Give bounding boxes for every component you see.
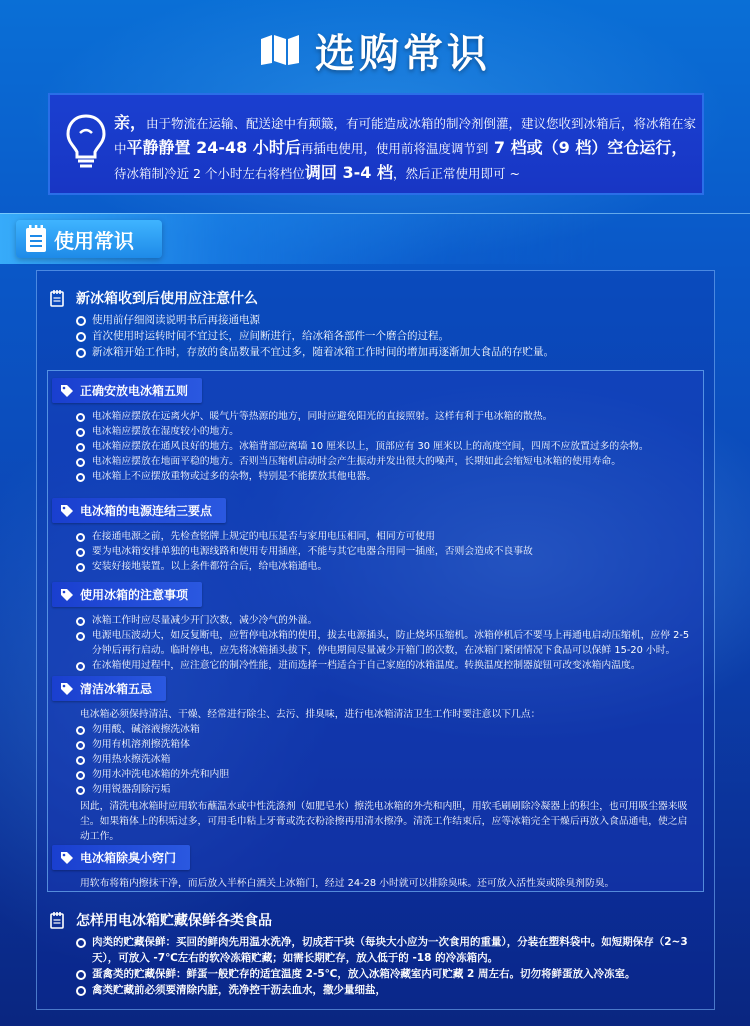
subsection-tag: 清洁冰箱五忌: [52, 676, 166, 701]
notice-lead: 亲，: [114, 113, 147, 132]
subsection-placement: [52, 378, 702, 484]
bullet-icon: [76, 771, 85, 780]
list-item: 要为电冰箱安排单独的电源线路和使用专用插座，不能与其它电器合用同一插座，否则会造成不良事故: [76, 544, 702, 559]
bullet-icon: [76, 786, 85, 795]
notice-emphasis-3: 调回 3-4 档: [304, 163, 393, 182]
group-heading: [50, 910, 710, 930]
list-item: 勿用水冲洗电冰箱的外壳和内胆: [76, 767, 702, 782]
notice-text-2: 再插电使用，使用前将温度调节到: [300, 141, 489, 156]
bullet-icon: [76, 473, 85, 482]
list-item: 勿用酸、碱溶液擦洗冰箱: [76, 722, 702, 737]
bullet-icon: [76, 617, 85, 626]
bullet-icon: [76, 458, 85, 467]
notepad-icon: [50, 290, 64, 307]
paragraph: 用软布将箱内擦抹干净，而后放入半杯白酒关上冰箱门，经过 24-28 小时就可以排除臭味。还可放入活性炭或除臭剂防臭。: [80, 878, 615, 889]
notice-text-4: ，然后正常使用即可 ~: [392, 166, 520, 181]
tag-icon: [60, 851, 74, 865]
list-item: 蛋禽类的贮藏保鲜：鲜蛋一般贮存的适宜温度 2-5℃，放入冰箱冷藏室内可贮藏 2 周左右。切勿将鲜蛋放入冷冻室。: [76, 966, 696, 982]
bullet-icon: [76, 533, 85, 542]
bullet-list: [76, 409, 702, 484]
section-tab: [16, 220, 162, 258]
group-food-storage: [50, 910, 710, 998]
bullet-icon: [76, 986, 86, 996]
group-heading: [50, 288, 710, 308]
bullet-icon: [76, 756, 85, 765]
list-item: 电冰箱应摆放在通风良好的地方。冰箱背部应离墙 10 厘米以上，顶部应有 30 厘米以上的高度空间，四周不应放置过多的杂物。: [76, 439, 702, 454]
list-item: 电源电压波动大，如反复断电，应暂停电冰箱的使用，拔去电源插头，防止烧坏压缩机。冰箱停机后不要马上再通电启动压缩机，应停 2-5 分钟后再行启动。临时停电，应先将冰箱插头拔下，停电期间尽量减少开箱门的次数，在冰箱门紧闭情况下食品可以保鲜 15-20 小时。: [76, 628, 702, 658]
notice-box: [48, 93, 704, 195]
page-header: [0, 20, 750, 80]
tag-icon: [60, 384, 74, 398]
subsection-cleaning: [52, 676, 702, 844]
subsection-tag: 电冰箱的电源连结三要点: [52, 498, 226, 523]
subsection-tag: 电冰箱除臭小窍门: [52, 845, 190, 870]
tag-icon: [60, 682, 74, 696]
tag-icon: [60, 504, 74, 518]
bullet-icon: [76, 632, 85, 641]
bullet-icon: [76, 741, 85, 750]
tag-icon: [60, 588, 74, 602]
bullet-icon: [76, 428, 85, 437]
notepad-icon: [50, 912, 64, 929]
bullet-list: [76, 613, 702, 673]
section-banner: [0, 213, 750, 264]
list-item: 电冰箱上不应摆放重物或过多的杂物，特别是不能摆放其他电器。: [76, 469, 702, 484]
paragraph: 因此，清洗电冰箱时应用软布蘸温水或中性洗涤剂（如肥皂水）擦洗电冰箱的外壳和内胆，用软毛刷刷除冷凝器上的积尘，也可用吸尘器来吸尘。如果箱体上的积垢过多，可用毛巾粘上牙膏或洗衣粉涂擦再用清水擦净。清洗工作结束后，应等冰箱完全干燥后再放入食品通电，使之启动工作。: [80, 801, 688, 842]
list-item: 电冰箱应摆放在地面平稳的地方。否则当压缩机启动时会产生振动并发出很大的噪声，长期如此会缩短电冰箱的使用寿命。: [76, 454, 702, 469]
list-item: 禽类贮藏前必须要清除内脏，洗净控干沥去血水，撒少量细盐，: [76, 982, 696, 998]
lightbulb-icon: [64, 113, 108, 171]
list-item: 电冰箱应摆放在湿度较小的地方。: [76, 424, 702, 439]
subsection-deodorize: [52, 845, 702, 891]
bullet-icon: [76, 332, 86, 342]
list-item: 在冰箱使用过程中，应注意它的制冷性能，进而选择一档适合于自己家庭的冰箱温度。转换温度控制器旋钮可改变冰箱内温度。: [76, 658, 702, 673]
bullet-icon: [76, 348, 86, 358]
list-item: 安装好接地装置。以上条件都符合后，给电冰箱通电。: [76, 559, 702, 574]
notice-text-3: 待冰箱制冷近 2 个小时左右将档位: [114, 166, 305, 181]
list-item: 勿用有机溶剂擦洗箱体: [76, 737, 702, 752]
bullet-icon: [76, 563, 85, 572]
list-item: 冰箱工作时应尽量减少开门次数，减少冷气的外溢。: [76, 613, 702, 628]
bullet-icon: [76, 443, 85, 452]
bullet-icon: [76, 413, 85, 422]
subsection-usage: [52, 582, 702, 673]
list-item: 肉类的贮藏保鲜：买回的鲜肉先用温水洗净，切成若干块（每块大小应为一次食用的重量），分装在塑料袋中。如短期保存（2~3 天），可放入 -7℃左右的软冷冻箱贮藏；如需长期贮存，放入低于的 -18 的冷冻箱内。: [76, 934, 696, 966]
bullet-icon: [76, 548, 85, 557]
group-title: 新冰箱收到后使用应注意什么: [76, 291, 258, 307]
notice-text-1: 由于物流在运输、配送途中有颠簸，有可能造成冰箱的制冷剂倒灌，建议您收到冰箱后，将冰箱在家中: [114, 116, 697, 156]
subsection-tag: 使用冰箱的注意事项: [52, 582, 202, 607]
bullet-icon: [76, 316, 86, 326]
bullet-list: [76, 934, 696, 998]
bullet-icon: [76, 726, 85, 735]
section-label: 使用常识: [54, 228, 134, 253]
list-item: 首次使用时运转时间不宜过长，应间断进行，给冰箱各部件一个磨合的过程。: [76, 328, 710, 344]
list-item: 勿用锐器刮除污垢: [76, 782, 702, 797]
list-item: 在接通电源之前，先检查铭牌上规定的电压是否与家用电压相同，相同方可使用: [76, 529, 702, 544]
list-item: 使用前仔细阅读说明书后再接通电源: [76, 312, 710, 328]
bullet-list: [76, 722, 702, 797]
notice-text: [114, 111, 698, 186]
subsection-power: [52, 498, 702, 574]
subsection-tag: 正确安放电冰箱五则: [52, 378, 202, 403]
notice-emphasis-1: 平静静置 24-48 小时后: [126, 138, 301, 157]
bullet-list: [76, 312, 710, 360]
bullet-icon: [76, 970, 86, 980]
bullet-icon: [76, 662, 85, 671]
notepad-icon: [24, 224, 48, 254]
list-item: 新冰箱开始工作时，存放的食品数量不宜过多，随着冰箱工作时间的增加再逐渐加大食品的存贮量。: [76, 344, 710, 360]
notice-emphasis-2: 7 档或（9 档）空仓运行，: [488, 138, 688, 157]
group-title: 怎样用电冰箱贮藏保鲜各类食品: [76, 913, 272, 929]
paragraph: 电冰箱必须保持清洁、干燥、经常进行除尘、去污、排臭味，进行电冰箱清洁卫生工作时要注意以下几点：: [80, 709, 541, 720]
page-title: 选购常识: [315, 30, 491, 77]
bullet-icon: [76, 938, 86, 948]
bullet-list: [76, 529, 702, 574]
list-item: 勿用热水擦洗冰箱: [76, 752, 702, 767]
list-item: 电冰箱应摆放在远离火炉、暖气片等热源的地方，同时应避免阳光的直接照射。这样有利于电冰箱的散热。: [76, 409, 702, 424]
group-new-fridge: [50, 288, 710, 360]
map-icon: [259, 33, 301, 67]
